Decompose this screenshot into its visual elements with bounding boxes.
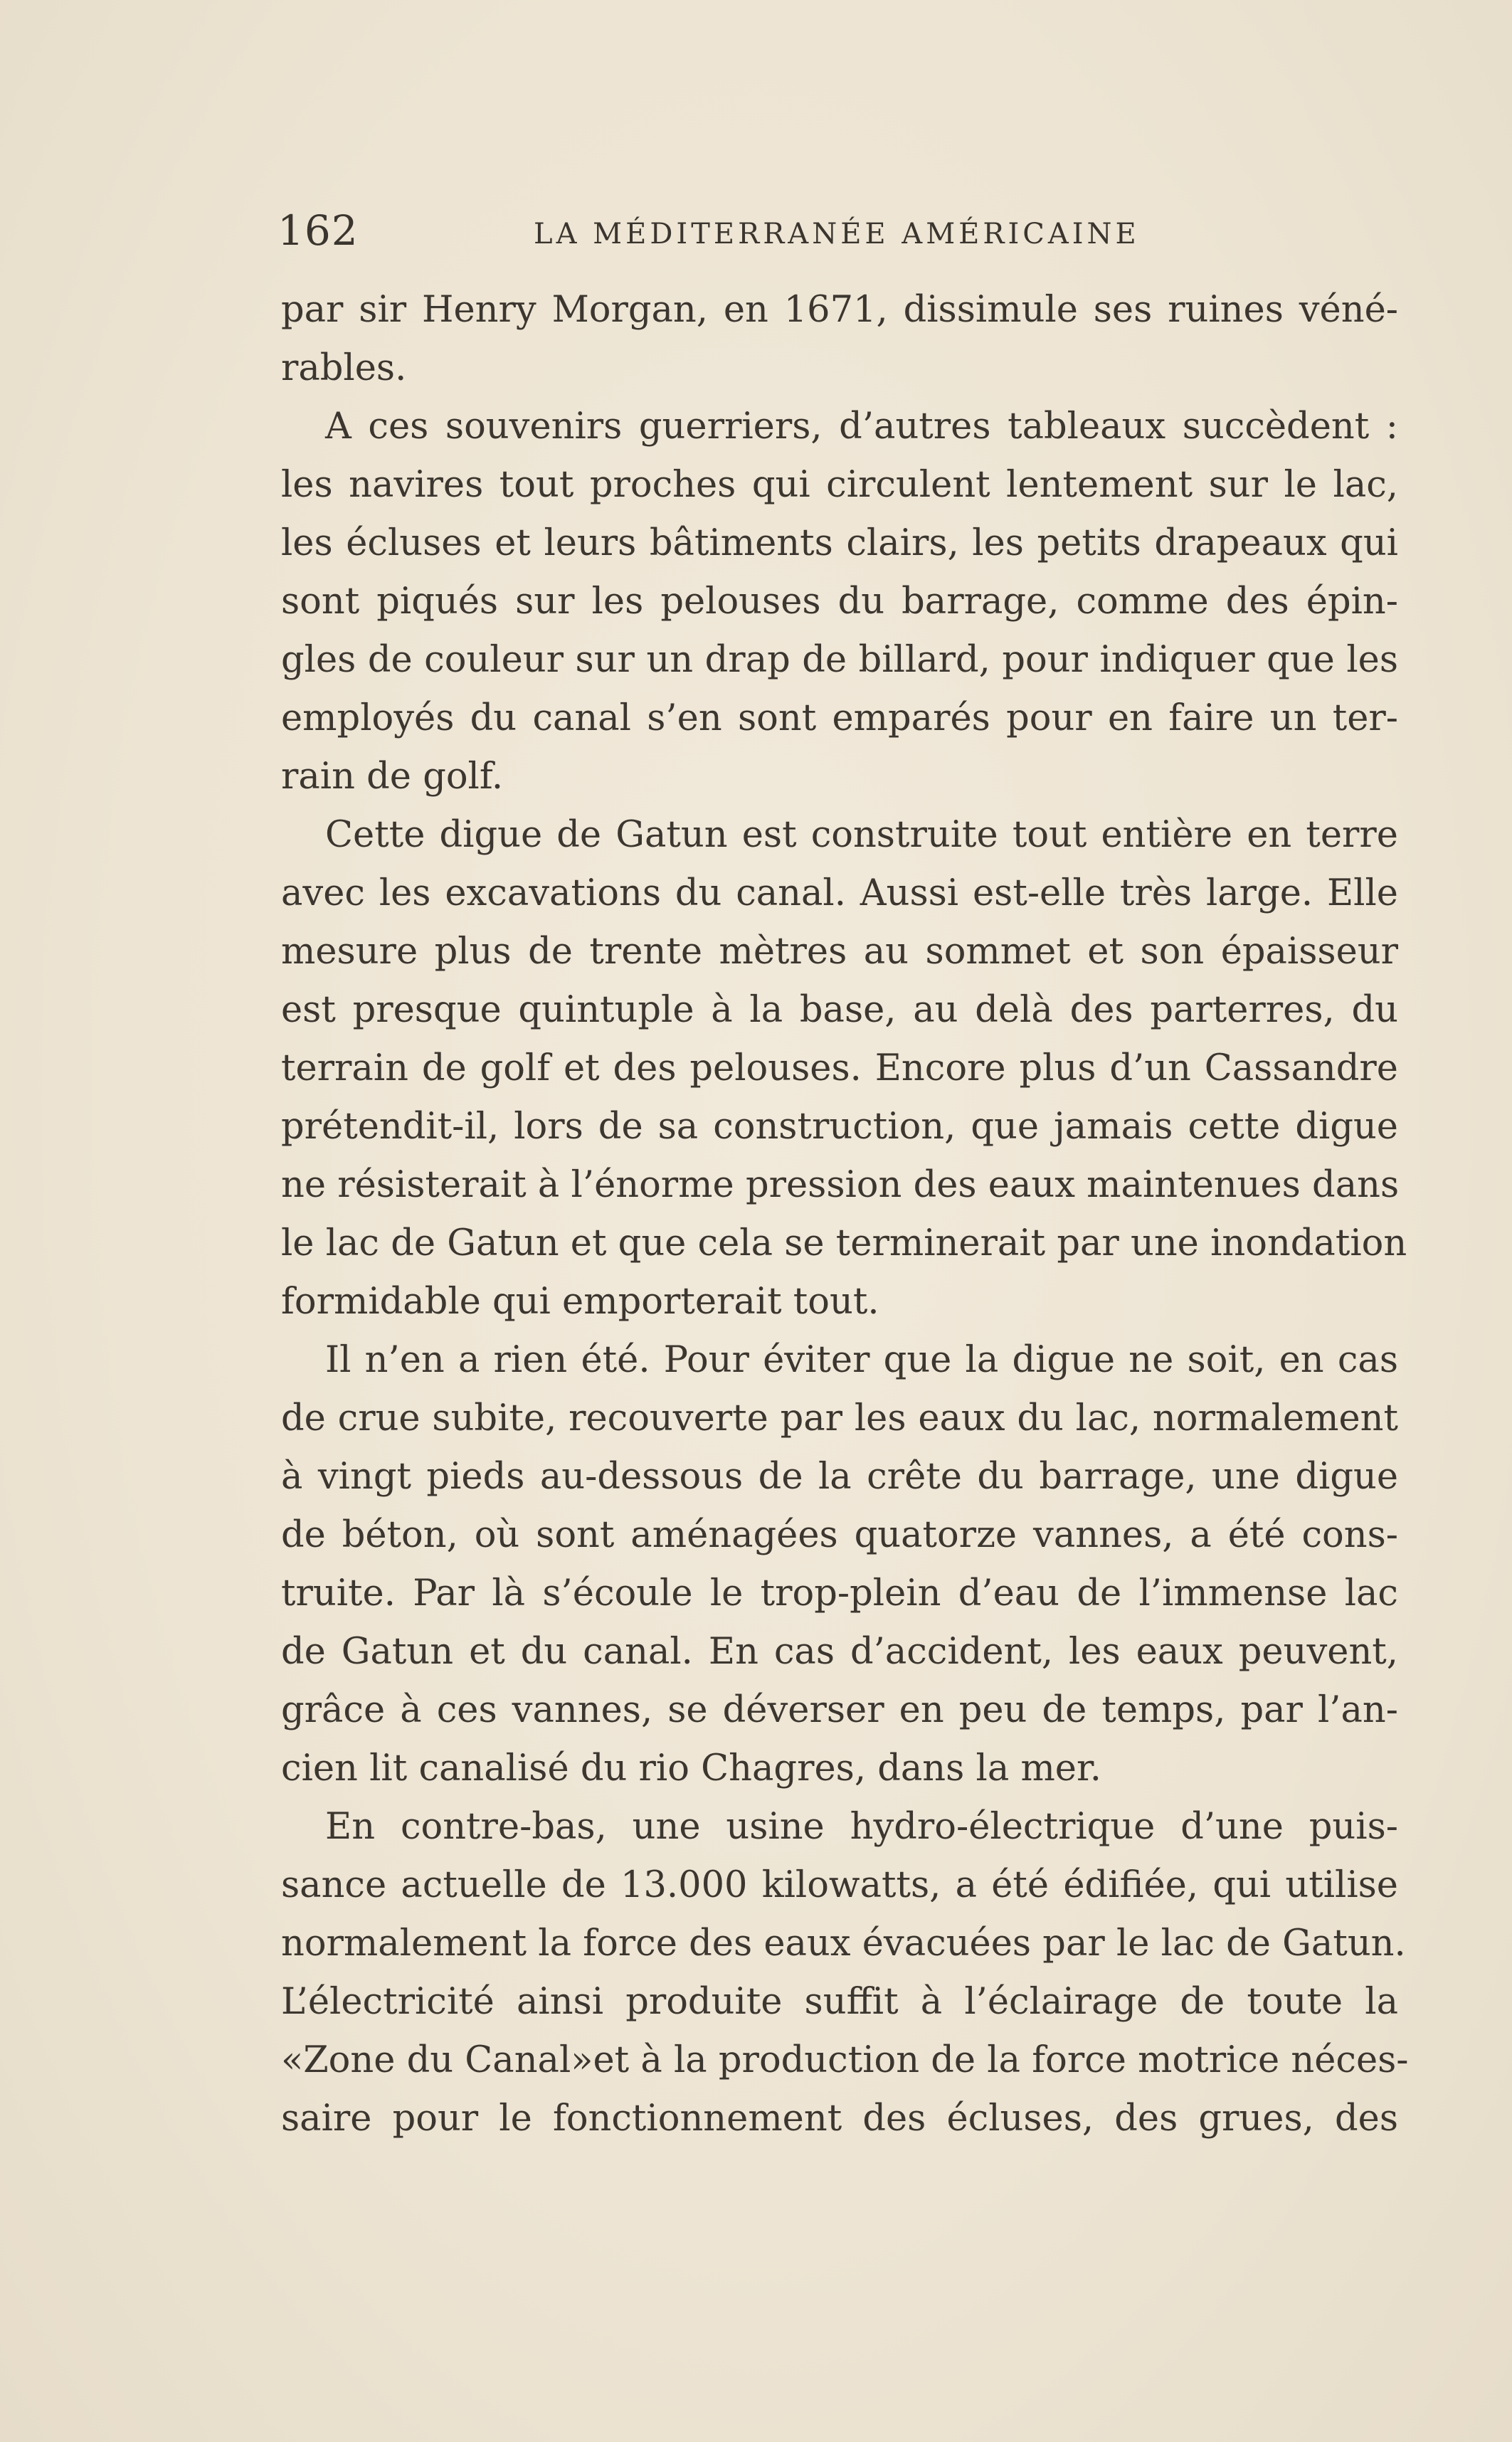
text-line: prétendit-il, lors de sa construction, que jamais cette digue (281, 1106, 1398, 1148)
text-line: rables. (281, 347, 407, 389)
body-text (281, 281, 1409, 2148)
text-line: rain de golf. (281, 756, 504, 798)
text-line: à vingt pieds au-dessous de la crête du barrage, une digue (281, 1456, 1398, 1498)
text-line: le lac de Gatun et que cela se terminerait par une inondation (281, 1222, 1407, 1264)
text-line: sont piqués sur les pelouses du barrage, comme des épin- (281, 581, 1398, 623)
page-header (277, 206, 1395, 263)
text-line: cien lit canalisé du rio Chagres, dans la mer. (281, 1748, 1101, 1790)
text-line: L’électricité ainsi produite suffit à l’éclairage de toute la (281, 1981, 1398, 2023)
text-line: Cette digue de Gatun est construite tout entière en terre (325, 814, 1398, 856)
text-line: «Zone du Canal»et à la production de la force motrice néces- (281, 2039, 1409, 2081)
page-number: 162 (277, 206, 359, 255)
text-line: par sir Henry Morgan, en 1671, dissimule ses ruines véné- (281, 289, 1398, 331)
text-line: de Gatun et du canal. En cas d’accident, les eaux peuvent, (281, 1631, 1398, 1673)
text-line: saire pour le fonctionnement des écluses, des grues, des (281, 2098, 1398, 2140)
text-line: grâce à ces vannes, se déverser en peu de temps, par l’an- (281, 1689, 1398, 1731)
text-line: ne résisterait à l’énorme pression des eaux maintenues dans (281, 1164, 1400, 1206)
text-line: de béton, où sont aménagées quatorze vannes, a été cons- (281, 1514, 1398, 1556)
text-line: mesure plus de trente mètres au sommet et son épaisseur (281, 931, 1398, 973)
text-line: les écluses et leurs bâtiments clairs, les petits drapeaux qui (281, 522, 1398, 564)
running-title: LA MÉDITERRANÉE AMÉRICAINE (534, 218, 1140, 250)
text-line: est presque quintuple à la base, au delà des parterres, du (281, 989, 1398, 1031)
text-line: de crue subite, recouverte par les eaux du lac, normalement (281, 1397, 1398, 1439)
text-line: truite. Par là s’écoule le trop-plein d’eau de l’immense lac (281, 1572, 1398, 1614)
text-line: En contre-bas, une usine hydro-électrique d’une puis- (325, 1806, 1398, 1848)
text-line: formidable qui emporterait tout. (281, 1281, 879, 1323)
text-line: sance actuelle de 13.000 kilowatts, a été édifiée, qui utilise (281, 1864, 1398, 1906)
text-line: employés du canal s’en sont emparés pour en faire un ter- (281, 697, 1398, 739)
text-line: avec les excavations du canal. Aussi est-elle très large. Elle (281, 872, 1398, 914)
text-line: terrain de golf et des pelouses. Encore plus d’un Cassandre (281, 1047, 1398, 1089)
text-line: Il n’en a rien été. Pour éviter que la digue ne soit, en cas (325, 1339, 1398, 1381)
text-line: A ces souvenirs guerriers, d’autres tableaux succèdent : (325, 406, 1398, 448)
text-line: gles de couleur sur un drap de billard, pour indiquer que les (281, 639, 1398, 681)
text-line: les navires tout proches qui circulent lentement sur le lac, (281, 464, 1398, 506)
text-line: normalement la force des eaux évacuées par le lac de Gatun. (281, 1923, 1406, 1965)
